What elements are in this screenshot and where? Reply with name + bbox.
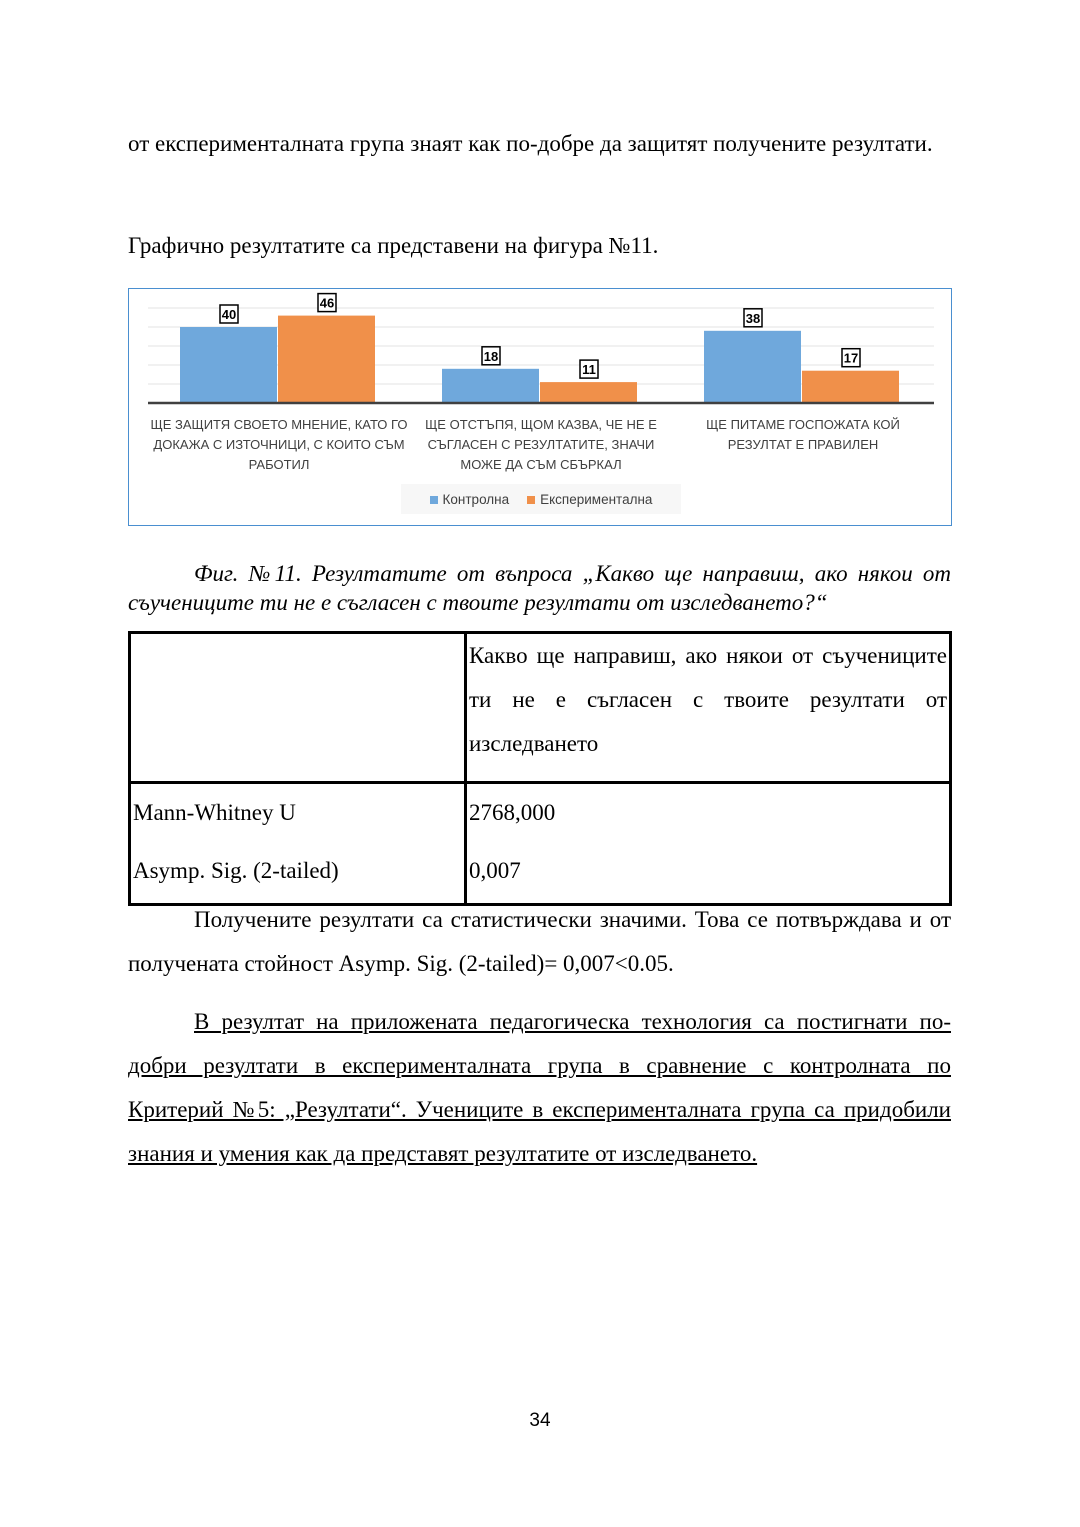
row-value: 2768,000 [469,800,556,825]
paragraph-top: от експерименталната група знаят как по-добре да защитят получените резултати. [128,131,933,156]
legend-item-experimental [527,492,652,507]
bar [540,382,637,403]
bar [704,331,801,403]
data-label: 17 [843,350,859,366]
statistics-table [128,631,952,906]
paragraph-conclusion: В резултат на приложената педагогическа технология са постигнати по-добри резултати в експерименталната група в сравнение с контролната по Критерий №5: „Резултати“. Учениците в експерименталната група са придобили знания и умения как да представят резултатите от изследването. [128,1009,951,1166]
data-label: 40 [221,307,237,322]
data-label: 11 [582,362,596,378]
data-label: 46 [319,295,335,311]
value-cell [466,783,951,905]
category-label: ЩЕ ОТСТЪПЯ, ЩОМ КАЗВА, ЧЕ НЕ Е СЪГЛАСЕН С РЕЗУЛТАТИТЕ, ЗНАЧИ МОЖЕ ДА СЪМ СБЪРКАЛ [425,417,657,472]
legend-label: Експериментална [540,491,653,507]
legend-swatch [527,496,535,504]
paragraph-result: Получените резултати са статистически значими. Това се потвърждава и от получената стойност Asymp. Sig. (2-tailed)= 0,007<0.05. [128,907,951,976]
bar [180,327,277,403]
header-cell: Какво ще направиш, ако някои от съучениците ти не е съгласен с твоите резултати от изследването [466,633,951,783]
label-cell [130,783,466,905]
bar [278,316,375,403]
row-label: Mann-Whitney U [133,800,296,825]
bar [802,371,899,403]
bar-chart [128,288,952,526]
legend-label: Контролна [442,491,510,507]
paragraph-graph-intro: Графично резултатите са представени на фигура №11. [128,233,659,258]
page-number: 34 [529,1410,551,1431]
legend-item-control [430,492,510,507]
category-label: ЩЕ ЗАЩИТЯ СВОЕТО МНЕНИЕ, КАТО ГО ДОКАЖА С ИЗТОЧНИЦИ, С КОИТО СЪМ РАБОТИЛ [150,417,408,472]
category-label: ЩЕ ПИТАМЕ ГОСПОЖАТА КОЙ РЕЗУЛТАТ Е ПРАВИЛЕН [706,417,900,452]
bar [442,369,539,403]
empty-header-cell [130,633,466,783]
data-label: 38 [745,310,761,326]
data-label: 18 [483,348,499,364]
legend-swatch [430,496,438,504]
chart-legend [401,484,681,514]
row-label: Asymp. Sig. (2-tailed) [133,858,339,883]
figure-caption: Фиг. №11. Резултатите от въпроса „Какво ще направиш, ако някои от съучениците ти не е съгласен с твоите резултати от изследването?“ [128,561,951,615]
row-value: 0,007 [469,858,521,883]
